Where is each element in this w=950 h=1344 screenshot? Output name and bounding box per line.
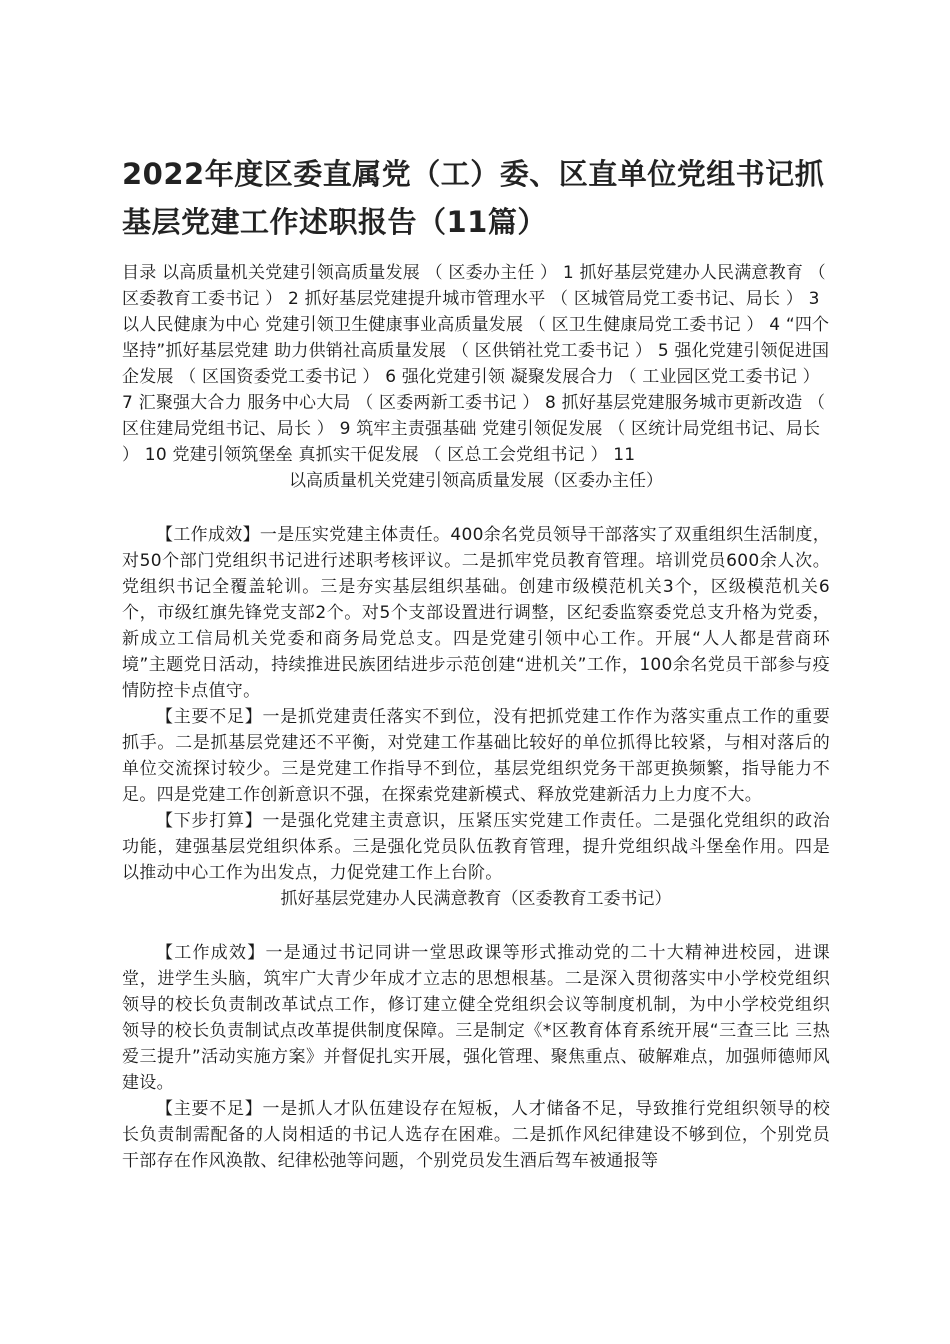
paragraph-work-results: 【工作成效】一是压实党建主体责任。400余名党员领导干部落实了双重组织生活制度，对50个部门党组织书记进行述职考核评议。二是抓牢党员教育管理。培训党员600余人次。党组织书记全覆盖轮训。三是夯实基层组织基础。创建市级模范机关3个，区级模范机关6个，市级红旗先锋党支部2个。对5个支部设置进行调整，区纪委监察委党总支升格为党委，新成立工信局机关党委和商务局党总支。四是党建引领中心工作。开展“人人都是营商环境”主题党日活动，持续推进民族团结进步示范创建“进机关”工作，100余名党员干部参与疫情防控卡点值守。 [122, 525, 830, 701]
section-spacer [122, 912, 830, 940]
section-title: 抓好基层党建办人民满意教育（区委教育工委书记） [280, 889, 672, 909]
document-page [122, 150, 830, 1174]
section-title: 以高质量机关党建引领高质量发展（区委办主任） [289, 471, 663, 491]
paragraph-shortcomings: 【主要不足】一是抓党建责任落实不到位，没有把抓党建工作作为落实重点工作的重要抓手。二是抓基层党建还不平衡，对党建工作基础比较好的单位抓得比较紧，与相对落后的单位交流探讨较少。三是党建工作指导不到位，基层党组织党务干部更换频繁，指导能力不足。四是党建工作创新意识不强，在探索党建新模式、释放党建新活力上力度不大。 [122, 707, 830, 805]
section-1 [122, 468, 830, 886]
paragraph-work-results: 【工作成效】一是通过书记同讲一堂思政课等形式推动党的二十大精神进校园，进课堂，进学生头脑，筑牢广大青少年成才立志的思想根基。二是深入贯彻落实中小学校党组织领导的校长负责制改革试点工作，修订建立健全党组织会议等制度机制，为中小学校党组织领导的校长负责制试点改革提供制度保障。三是制定《*区教育体育系统开展“三查三比 三热爱三提升”活动实施方案》并督促扎实开展，强化管理、聚焦重点、破解难点，加强师德师风建设。 [122, 943, 830, 1093]
table-of-contents: 目录 以高质量机关党建引领高质量发展 （ 区委办主任 ） 1 抓好基层党建办人民满意教育 （ 区委教育工委书记 ） 2 抓好基层党建提升城市管理水平 （ 区城管局党工委书记、局长 ） 3 以人民健康为中心 党建引领卫生健康事业高质量发展 （ 区卫生健康局党工委书记 ） 4 “四个坚持”抓好基层党建 助力供销社高质量发展 （ 区供销社党工委书记 ） 5 强化党建引领促进国企发展 （ 区国资委党工委书记 ） 6 强化党建引领 凝聚发展合力 （ 工业园区党工委书记 ） 7 汇聚强大合力 服务中心大局 （ 区委两新工委书记 ） 8 抓好基层党建服务城市更新改造 （ 区住建局党组书记、局长 ） 9 筑牢主责强基础 党建引领促发展 （ 区统计局党组书记、局长 ） 10 党建引领筑堡垒 真抓实干促发展 （ 区总工会党组书记 ） 11 [122, 263, 830, 465]
paragraph-next-steps: 【下步打算】一是强化党建主责意识，压紧压实党建工作责任。二是强化党组织的政治功能，建强基层党组织体系。三是强化党员队伍教育管理，提升党组织战斗堡垒作用。四是以推动中心工作为出发点，力促党建工作上台阶。 [122, 811, 830, 883]
section-2 [122, 886, 830, 1174]
paragraph-shortcomings: 【主要不足】一是抓人才队伍建设存在短板，人才储备不足，导致推行党组织领导的校长负责制需配备的人岗相适的书记人选存在困难。二是抓作风纪律建设不够到位，个别党员干部存在作风涣散、纪律松弛等问题，个别党员发生酒后驾车被通报等 [122, 1099, 830, 1171]
document-title: 2022年度区委直属党（工）委、区直单位党组书记抓基层党建工作述职报告（11篇） [122, 157, 825, 239]
section-spacer [122, 494, 830, 522]
